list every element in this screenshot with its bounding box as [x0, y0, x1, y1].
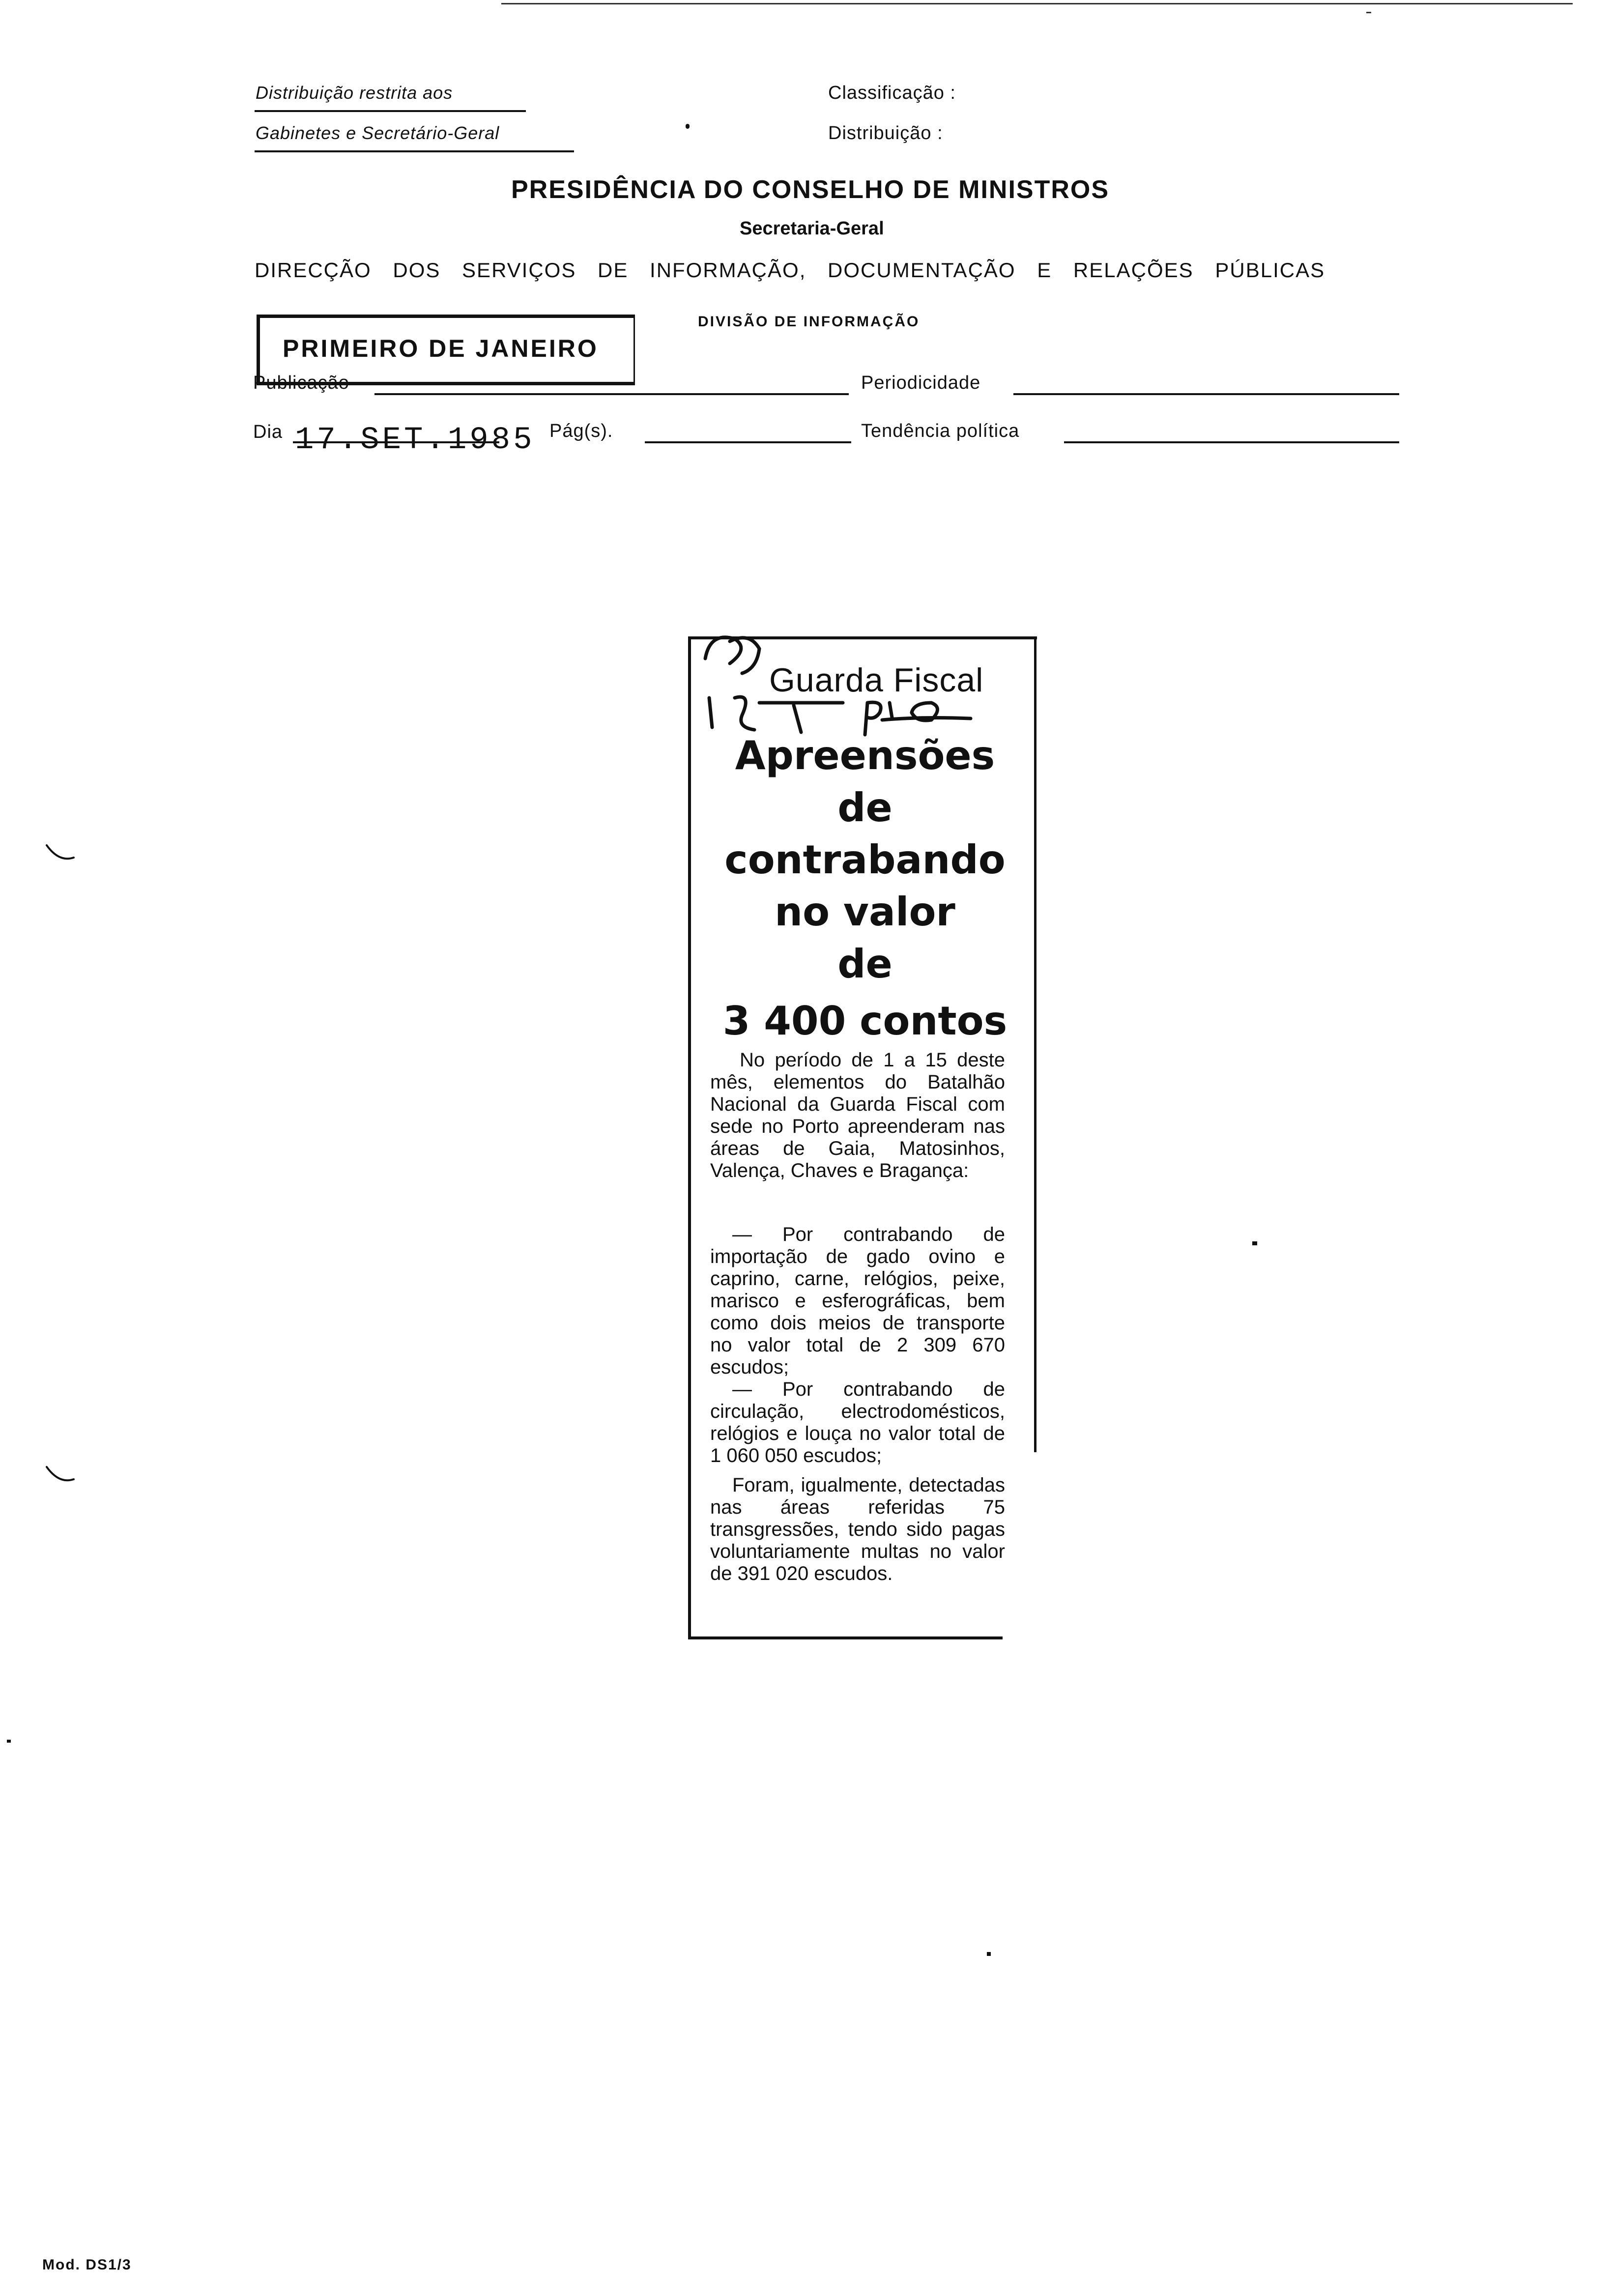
top-border-rule: [501, 3, 1573, 4]
publication-label: Publicação: [253, 373, 349, 393]
directorate-line: DIRECÇÃO DOS SERVIÇOS DE INFORMAÇÃO, DOCUMENTAÇÃO E RELAÇÕES PÚBLICAS: [255, 258, 1325, 282]
clipping-paragraph-1: No período de 1 a 15 deste mês, elementos do Batalhão Nacional da Guarda Fiscal com sede no Porto apreenderam nas áreas de Gaia, Matosinhos, Valença, Chaves e Bragança:: [710, 1049, 1005, 1181]
pages-label: Pág(s).: [549, 421, 613, 441]
division-label: DIVISÃO DE INFORMAÇÃO: [698, 314, 920, 330]
clipping-paragraph-4: Foram, igualmente, detectadas nas áreas referidas 75 transgressões, tendo sido pagas voluntariamente multas no valor de 391 020 escudos.: [710, 1474, 1005, 1584]
clipping-frame-bottom: [688, 1636, 1003, 1639]
publication-field-line: [374, 393, 849, 395]
top-border-mark: [1366, 12, 1371, 13]
clipping-headline-3: contrabando: [724, 837, 1006, 883]
margin-mark-1: [44, 843, 79, 867]
distribution-label: Distribuição :: [828, 123, 943, 144]
pages-field-line: [645, 441, 851, 443]
model-reference: Mod. DS1/3: [42, 2257, 132, 2273]
classification-label: Classificação :: [828, 83, 956, 103]
periodicity-label: Periodicidade: [861, 373, 981, 393]
date-strike-line: [293, 441, 499, 443]
restricted-distribution-line1: Distribuição restrita aos: [256, 83, 453, 103]
publication-stamp: PRIMEIRO DE JANEIRO: [283, 335, 599, 362]
scan-dot: [1252, 1241, 1257, 1245]
clipping-frame-right: [1034, 636, 1036, 1452]
clipping-kicker: Guarda Fiscal: [769, 661, 984, 699]
day-label: Dia: [253, 422, 283, 442]
handwritten-annotation: [695, 629, 990, 737]
political-trend-label: Tendência política: [861, 421, 1020, 441]
clipping-paragraph-3: — Por contrabando de circulação, electrodomésticos, relógios e louça no valor total de 1 060 050 escudos;: [710, 1378, 1005, 1466]
periodicity-field-line: [1013, 393, 1399, 395]
office-subtitle: Secretaria-Geral: [740, 218, 884, 239]
political-trend-field-line: [1064, 441, 1399, 443]
office-title: PRESIDÊNCIA DO CONSELHO DE MINISTROS: [511, 175, 1110, 204]
margin-mark-2: [44, 1464, 79, 1489]
date-stamp: 17.SET.1985: [295, 423, 535, 458]
clipping-headline-1: Apreensões: [735, 733, 995, 778]
scan-dot: [7, 1740, 11, 1743]
restricted-underline-2: [255, 150, 574, 152]
restricted-distribution-line2: Gabinetes e Secretário-Geral: [256, 123, 500, 143]
clipping-headline-5: de: [837, 941, 892, 987]
restricted-underline-1: [255, 110, 526, 112]
clipping-frame-left: [688, 636, 691, 1639]
clipping-headline-2: de: [837, 785, 892, 831]
clipping-paragraph-2: — Por contrabando de importação de gado ovino e caprino, carne, relógios, peixe, marisco e esferográficas, bem como dois meios de transporte no valor total de 2 309 670 escudos;: [710, 1224, 1005, 1378]
ink-dot: [686, 124, 690, 129]
clipping-headline-4: no valor: [775, 889, 955, 935]
scan-dot: [987, 1952, 991, 1956]
clipping-headline-6: 3 400 contos: [722, 998, 1008, 1044]
